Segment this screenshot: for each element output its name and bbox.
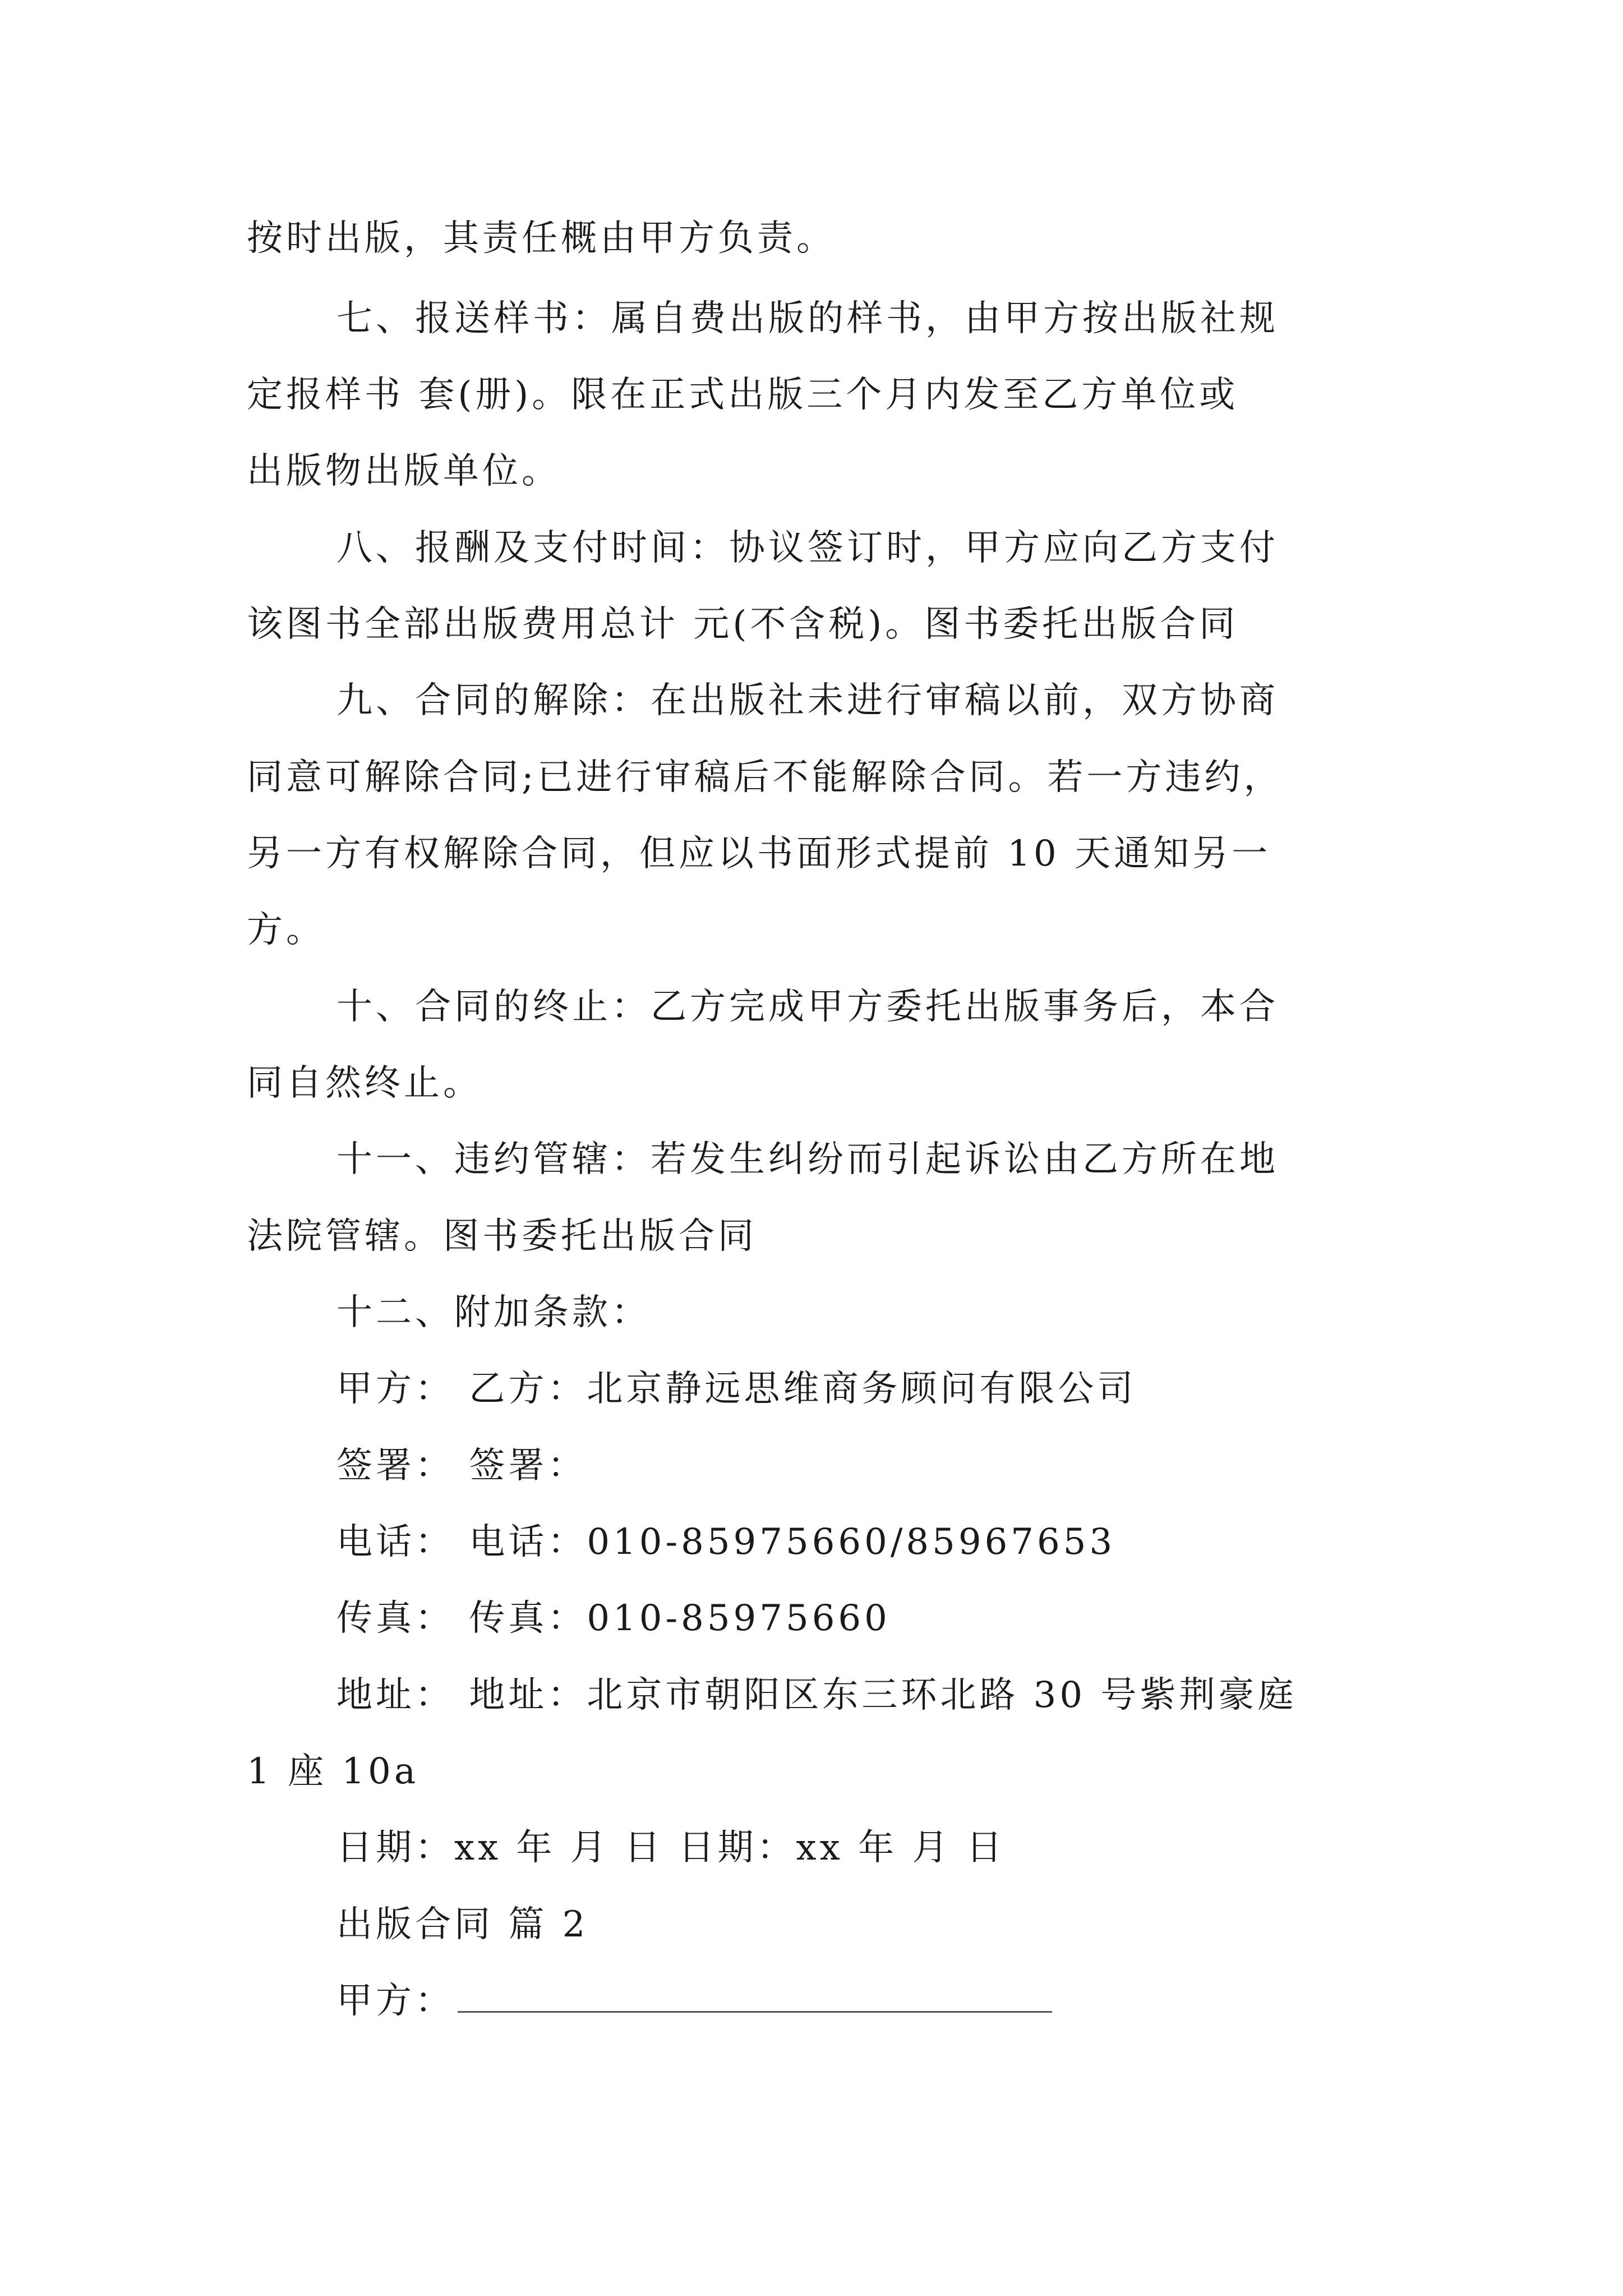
clause-9-heading-line: 九、合同的解除：在出版社未进行审稿以前，双方协商	[336, 680, 1279, 721]
paragraph-line: 出版物出版单位。	[247, 450, 561, 492]
paragraph-line: 同自然终止。	[247, 1062, 482, 1104]
paragraph-line: 另一方有权解除合同，但应以书面形式提前 10 天通知另一	[247, 833, 1271, 875]
address-continuation-line: 1 座 10a	[247, 1751, 419, 1792]
paragraph-line: 该图书全部出版费用总计 元(不含税)。图书委托出版合同	[247, 604, 1239, 645]
clause-10-heading-line: 十、合同的终止：乙方完成甲方委托出版事务后，本合	[336, 986, 1279, 1028]
clause-11-heading-line: 十一、违约管辖：若发生纠纷而引起诉讼由乙方所在地	[336, 1139, 1279, 1180]
section-title: 出版合同 篇 2	[336, 1904, 589, 1945]
clause-7-heading-line: 七、报送样书：属自费出版的样书，由甲方按出版社规	[336, 298, 1279, 339]
phone-line: 电话： 电话：010-85975660/85967653	[336, 1521, 1116, 1563]
clause-8-heading-line: 八、报酬及支付时间：协议签订时，甲方应向乙方支付	[336, 527, 1279, 569]
fax-line: 传真： 传真：010-85975660	[336, 1598, 891, 1639]
party-a-label: 甲方：	[336, 1980, 454, 2022]
party-a-field-line	[336, 1978, 1052, 2023]
paragraph-line: 同意可解除合同;已进行审稿后不能解除合同。若一方违约，	[247, 757, 1283, 798]
clause-12-heading-line: 十二、附加条款：	[336, 1292, 651, 1333]
paragraph-line: 方。	[247, 909, 325, 951]
paragraph-line: 定报样书 套(册)。限在正式出版三个月内发至乙方单位或	[247, 374, 1239, 416]
party-line: 甲方： 乙方：北京静远思维商务顾问有限公司	[336, 1368, 1137, 1410]
paragraph-line: 按时出版，其责任概由甲方负责。	[247, 218, 836, 259]
date-line: 日期：xx 年 月 日 日期：xx 年 月 日	[336, 1827, 1006, 1869]
signature-line: 签署： 签署：	[336, 1445, 587, 1487]
address-line: 地址： 地址：北京市朝阳区东三环北路 30 号紫荆豪庭	[336, 1674, 1297, 1716]
paragraph-line: 法院管辖。图书委托出版合同	[247, 1216, 757, 1257]
party-a-blank-field	[458, 1989, 1052, 2013]
